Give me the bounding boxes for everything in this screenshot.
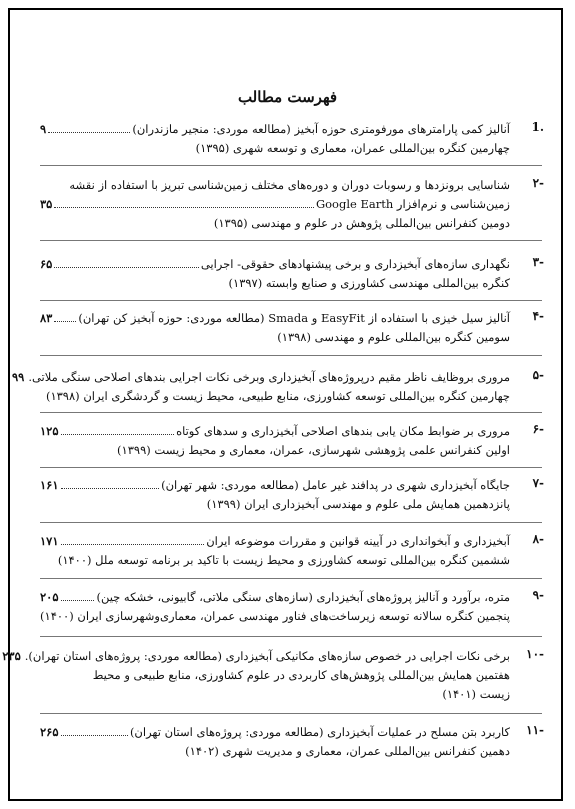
divider (40, 522, 542, 523)
entry-number: -۱۰ (526, 647, 544, 661)
leader-dots (61, 590, 95, 601)
entry-title-cont: زمین‌شناسی و نرم‌افزار Google Earth (315, 197, 510, 211)
entry-number: -۱۱ (526, 723, 544, 737)
entry-venue: پنجمین کنگره سالانه توسعه زیرساخت‌های فناور مهندسی عمران، معماری‌وشهرسازی ایران (۱۴۰۰) (40, 609, 510, 623)
entry-number: -۸ (532, 532, 544, 546)
leader-dots (54, 257, 198, 268)
divider (40, 713, 542, 714)
page-number: ۲۶۵ (40, 725, 59, 739)
divider (40, 300, 542, 301)
entry-title: آنالیز کمی پارامترهای مورفومتری حوزه آبخیز (مطالعه موردی: منجیر مازندران) (132, 122, 510, 136)
divider (40, 578, 542, 579)
page-number: ۹ (40, 122, 47, 136)
entry-title: نگهداری سازه‌های آبخیزداری و برخی پیشنهادهای حقوقی- اجرایی (200, 257, 510, 271)
page-number: ۸۳ (40, 311, 53, 325)
entry-title: جایگاه آبخیزداری شهری در پدافند غیر عامل (مطالعه موردی: شهر تهران) (161, 478, 510, 492)
entry-title: شناسایی برونزدها و رسوبات دوران و دوره‌های مختلف زمین‌شناسی تبریز با استفاده از نقشه (69, 178, 510, 192)
leader-dots (61, 478, 160, 489)
page-number: ۱۶۱ (40, 478, 59, 492)
entry-number: -۴ (532, 309, 544, 323)
entry-venue: دومین کنفرانس بین‌المللی پژوهش در علوم و مهندسی (۱۳۹۵) (213, 216, 510, 230)
divider (40, 412, 542, 413)
entry-venue: چهارمین کنگره بین‌المللی عمران، معماری و توسعه شهری (۱۳۹۵) (195, 141, 510, 155)
entry-venue: هفتمین همایش بین‌المللی پژوهش‌های کاربردی در علوم کشاورزی، منابع طبیعی و محیط (92, 668, 510, 682)
leader-dots (61, 424, 175, 435)
page-number: ۶۵ (40, 257, 53, 271)
entry-venue: سومین کنگره بین‌المللی علوم و مهندسی (۱۳۹۸) (277, 330, 510, 344)
entry-number: .1 (531, 120, 544, 134)
page-number: ۹۹ (11, 370, 25, 384)
entry-title: مروری بروظایف ناظر مقیم درپروژه‌های آبخیزداری وبرخی نکات اجرایی بندهای اصلاحی سنگی ملاتی. (28, 370, 510, 384)
page-number: ۳۵ (40, 197, 53, 211)
entry-venue: چهارمین کنگره بین‌المللی توسعه کشاورزی، منابع طبیعی، محیط زیست و گردشگری ایران (۱۳۹۸) (45, 389, 510, 403)
entry-title: متره، برآورد و آنالیز پروژه‌های آبخیزداری (سازه‌های سنگی ملاتی، گابیونی، خشکه چین) (96, 590, 510, 604)
entry-number: -۲ (532, 176, 544, 190)
page-number: ۱۲۵ (40, 424, 59, 438)
entry-venue: ششمین کنگره بین‌المللی توسعه کشاورزی و محیط زیست با تاکید بر برنامه توسعه ملل (۱۴۰۰) (57, 553, 510, 567)
entry-title: آبخیزداری و آبخوانداری در آیینه قوانین و مقررات موضوعه ایران (206, 534, 510, 548)
page-number: ۲۳۵ (2, 649, 21, 663)
entry-title: کاربرد بتن مسلح در عملیات آبخیزداری (مطالعه موردی: پروژه‌های استان تهران) (129, 725, 510, 739)
entry-title: مروری بر ضوابط مکان یابی بندهای اصلاحی آبخیزداری و سدهای کوتاه (176, 424, 510, 438)
page-number: ۲۰۵ (40, 590, 59, 604)
entry-number: -۶ (532, 422, 544, 436)
leader-dots (61, 534, 205, 545)
entry-number: -۷ (532, 476, 544, 490)
divider (40, 467, 542, 468)
entry-venue: پانزدهمین همایش ملی علوم و مهندسی آبخیزداری ایران (۱۳۹۹) (206, 497, 510, 511)
divider (40, 636, 542, 637)
entry-venue: کنگره بین‌المللی مهندسی کشاورزی و صنایع وابسته (۱۳۹۷) (228, 276, 510, 290)
entry-number: -۵ (532, 368, 544, 382)
divider (40, 240, 542, 241)
entry-venue: اولین کنفرانس علمی پژوهشی شهرسازی، عمران، معماری و محیط زیست (۱۳۹۹) (117, 443, 510, 457)
page-title: فهرست مطالب (237, 88, 338, 106)
leader-dots (48, 122, 130, 133)
page-number: ۱۷۱ (40, 534, 59, 548)
entry-venue: دهمین کنفرانس بین‌المللی عمران، معماری و مدیریت شهری (۱۴۰۲) (185, 744, 510, 758)
entry-number: -۳ (532, 255, 544, 269)
leader-dots (61, 725, 128, 736)
divider (40, 165, 542, 166)
entry-number: -۹ (532, 588, 544, 602)
leader-dots (54, 311, 76, 322)
divider (40, 355, 542, 356)
entry-title: برخی نکات اجرایی در خصوص سازه‌های مکانیکی آبخیزداری (مطالعه موردی: پروژه‌های استان تهران). (24, 649, 510, 663)
entry-title: آنالیز سیل خیزی با استفاده از EasyFit و Smada (مطالعه موردی: حوزه آبخیز کن تهران) (78, 311, 510, 325)
entry-venue-cont: زیست (۱۴۰۱) (442, 687, 510, 701)
leader-dots (54, 197, 314, 208)
